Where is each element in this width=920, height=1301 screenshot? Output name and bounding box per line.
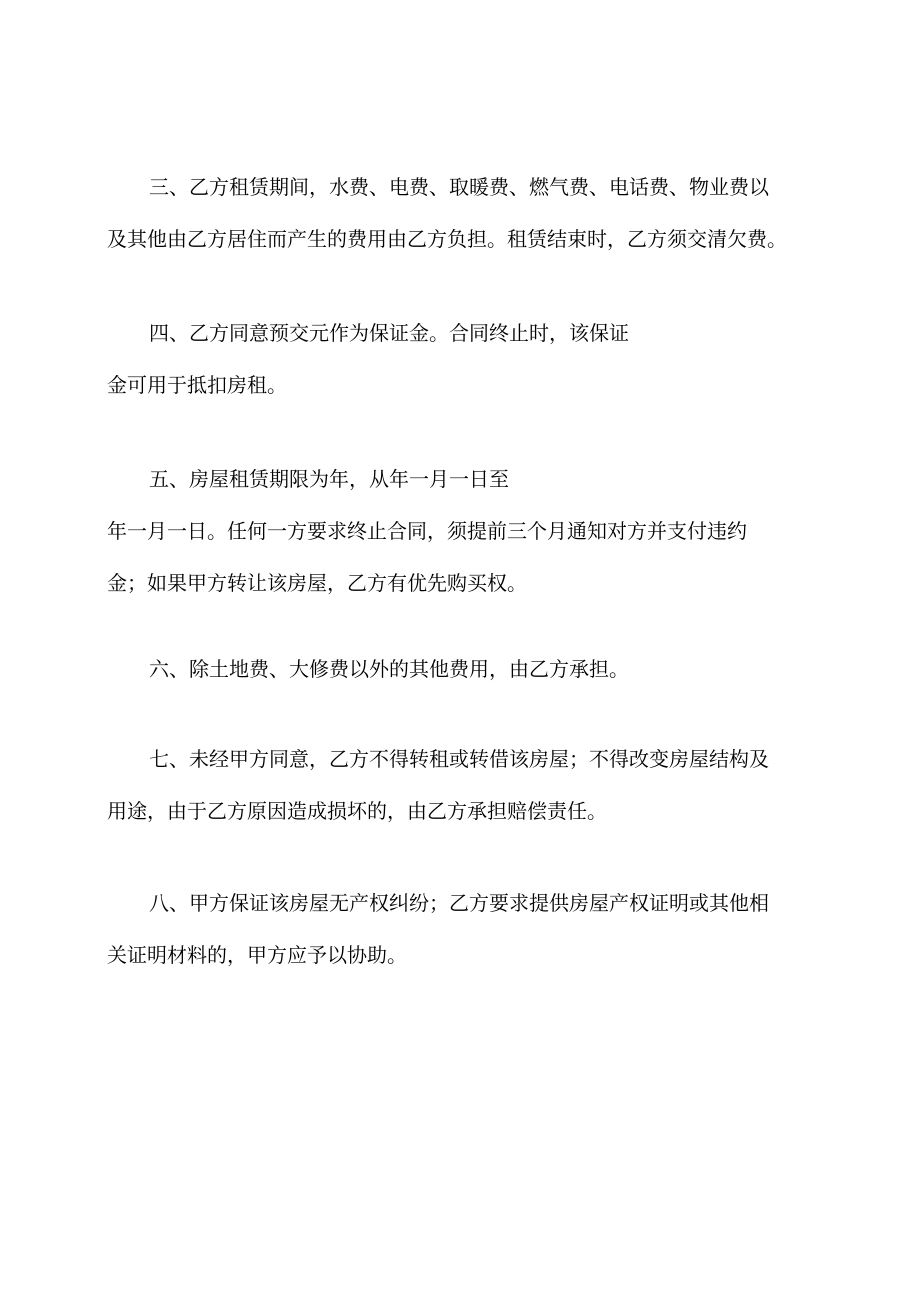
- clause-6: [107, 656, 827, 682]
- clause-7-line-1: 七、未经甲方同意，乙方不得转租或转借该房屋；不得改变房屋结构及: [149, 747, 769, 771]
- clause-4-line-1: 四、乙方同意预交元作为保证金。合同终止时，该保证: [149, 321, 629, 345]
- clause-5-line-1: 五、房屋租赁期限为年，从年一月一日至: [149, 467, 509, 491]
- clause-7: [107, 746, 827, 824]
- clause-8-line-2: 关证明材料的，甲方应予以协助。: [107, 943, 407, 967]
- clause-8-line-1: 八、甲方保证该房屋无产权纠纷；乙方要求提供房屋产权证明或其他相: [149, 891, 769, 915]
- clause-3-line-1: 三、乙方租赁期间，水费、电费、取暖费、燃气费、电话费、物业费以: [149, 175, 769, 199]
- clause-4: [107, 320, 827, 398]
- clause-5-line-3: 金；如果甲方转让该房屋，乙方有优先购买权。: [107, 571, 527, 595]
- clause-7-line-2: 用途，由于乙方原因造成损坏的，由乙方承担赔偿责任。: [107, 799, 607, 823]
- clause-5: [107, 466, 827, 596]
- clause-3-line-2: 及其他由乙方居住而产生的费用由乙方负担。租赁结束时，乙方须交清欠费。: [107, 227, 787, 251]
- clause-8: [107, 890, 827, 968]
- clause-4-line-2: 金可用于抵扣房租。: [107, 373, 287, 397]
- clause-5-line-2: 年一月一日。任何一方要求终止合同，须提前三个月通知对方并支付违约: [107, 519, 747, 543]
- clause-3: [107, 174, 827, 252]
- clause-6-line-1: 六、除土地费、大修费以外的其他费用，由乙方承担。: [149, 657, 629, 681]
